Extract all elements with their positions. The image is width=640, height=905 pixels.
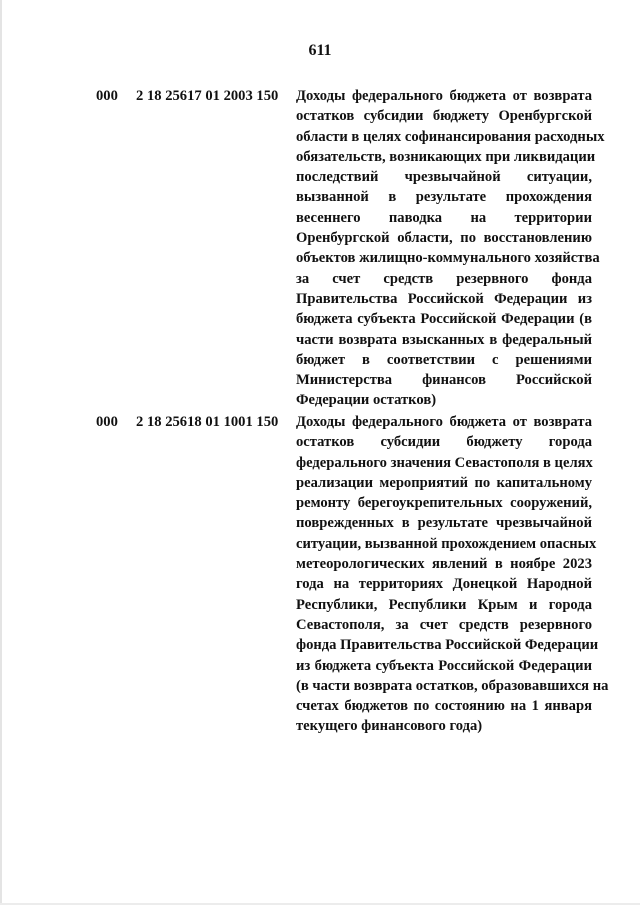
admin-code: 000 xyxy=(96,414,118,430)
description-line: (в части возврата остатков, образовавшихся на xyxy=(296,677,609,694)
description-line: за счет средств резервного фонда xyxy=(296,270,592,287)
description-line: остатков субсидии бюджету Оренбургской xyxy=(296,108,592,125)
revenue-code: 2 18 25618 01 1001 150 xyxy=(136,414,279,430)
description-line: объектов жилищно-коммунального хозяйства xyxy=(296,250,600,267)
description-line: ремонту берегоукрепительных сооружений, xyxy=(296,495,592,512)
description-line: Севастополя, за счет средств резервного xyxy=(296,616,592,633)
revenue-description xyxy=(296,412,609,737)
description-line: бюджета субъекта Российской Федерации (в xyxy=(296,311,592,328)
scan-left-edge xyxy=(0,0,2,905)
description-line: последствий чрезвычайной ситуации, xyxy=(296,169,592,186)
description-line: из бюджета субъекта Российской Федерации xyxy=(296,657,592,674)
description-line: остатков субсидии бюджету города xyxy=(296,434,592,451)
description-line: метеорологических явлений в ноябре 2023 xyxy=(296,556,592,573)
description-line: текущего финансового года) xyxy=(296,718,483,735)
description-line: области в целях софинансирования расходных xyxy=(296,128,605,145)
description-line: поврежденных в результате чрезвычайной xyxy=(296,515,592,532)
description-line: фонда Правительства Российской Федерации xyxy=(296,637,599,654)
description-line: федерального значения Севастополя в целях xyxy=(296,454,593,471)
description-line: реализации мероприятий по капитальному xyxy=(296,474,592,491)
description-line: бюджет в соответствии с решениями xyxy=(296,351,592,368)
description-line: весеннего паводка на территории xyxy=(296,209,592,226)
revenue-code: 2 18 25617 01 2003 150 xyxy=(136,88,279,104)
description-line: части возврата взысканных в федеральный xyxy=(296,331,592,348)
description-line: обязательств, возникающих при ликвидации xyxy=(296,148,596,165)
description-line: вызванной в результате прохождения xyxy=(296,189,592,206)
description-line: Оренбургской области, по восстановлению xyxy=(296,230,592,247)
description-line: счетах бюджетов по состоянию на 1 января xyxy=(296,698,592,715)
description-line: Доходы федерального бюджета от возврата xyxy=(296,88,592,104)
description-line: Доходы федерального бюджета от возврата xyxy=(296,414,592,430)
revenue-description xyxy=(296,86,605,411)
description-line: года на территориях Донецкой Народной xyxy=(296,576,592,593)
description-line: Республики, Республики Крым и города xyxy=(296,596,592,613)
admin-code: 000 xyxy=(96,88,118,104)
description-line: Министерства финансов Российской xyxy=(296,372,592,389)
description-line: ситуации, вызванной прохождением опасных xyxy=(296,535,597,552)
description-line: Правительства Российской Федерации из xyxy=(296,290,592,307)
description-line: Федерации остатков) xyxy=(296,392,437,409)
page-number: 611 xyxy=(308,42,332,59)
